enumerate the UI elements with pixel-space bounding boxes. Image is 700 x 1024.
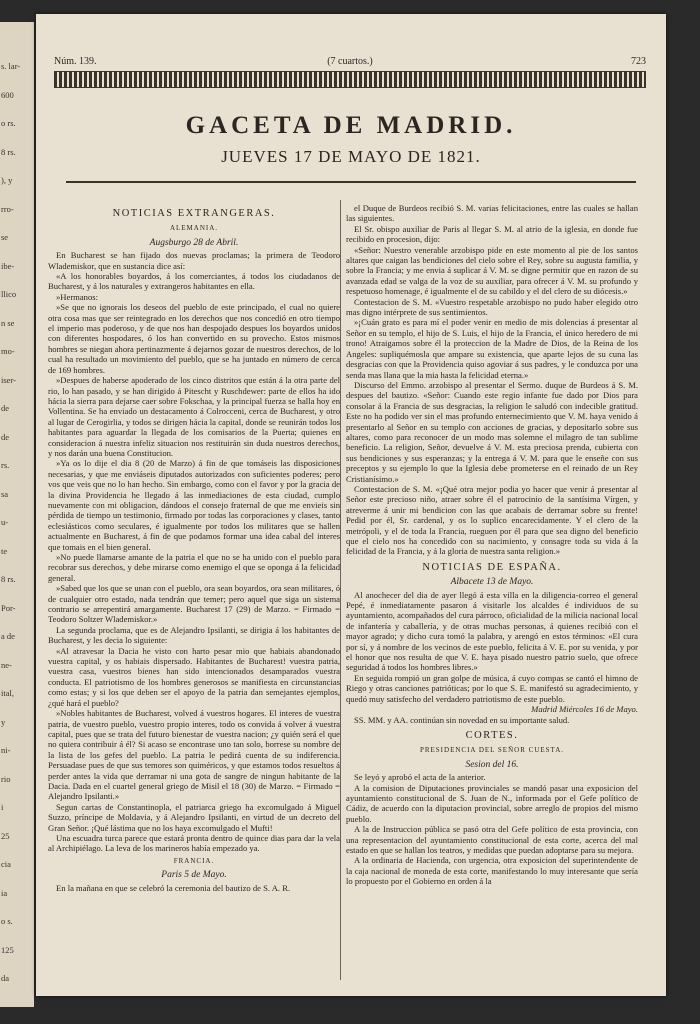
left-page-text-fragment: se — [1, 232, 9, 242]
section-title-foreign: NOTICIAS EXTRANGERAS. — [112, 208, 276, 219]
article-paragraph: A la de Instruccion pública se pasó otra del Gefe político de esta provincia, con una representacion del ayuntamiento constitucional de esta corte, acerca del mal estado en que se hallan los teatros, y medidas que puedan adoptarse para su mejora. — [346, 824, 638, 855]
left-page-text-fragment: ), y — [1, 175, 13, 185]
article-paragraph: La segunda proclama, que es de Alejandro Ipsilanti, se dirigia á los habitantes de Bucharest, y les decia lo siguiente: — [48, 624, 340, 646]
ornamental-border — [54, 71, 646, 88]
newspaper-page — [36, 14, 666, 996]
left-page-text-fragment: da — [1, 973, 10, 983]
article-paragraph: El Sr. obispo auxiliar de Paris al llegar S. M. al atrio de la iglesia, en donde fue recibido en procesion, dijo: — [346, 223, 638, 245]
subsection-france: FRANCIA. — [173, 856, 215, 865]
left-page-fragment — [0, 22, 34, 1007]
left-page-text-fragment: 8 rs. — [1, 574, 16, 584]
left-page-text-fragment: ia — [1, 887, 8, 898]
article-paragraph: »Ya os lo dije el dia 8 (20 de Marzo) á fin de que tomáseis las disposiciones necesarias, y que me enviáseis diputados autorizados con suficientes poderes; pero vos que veis que no lo han hecho. Sin embargo, como con el favor y por la gracia de la divina Providencia he llegado á las inmediaciones de esta ciudad, cumplo nuevamente con mi obligacion, dándoos el consejo fraternal de que me envieis sin pérdida de tiempo un testimonio, firmado por todas las corporaciones y clases, tanto eclesiásticos como seculares, é igualmente por todos los militares que se hallen actualmente en Bucharest, á fin de que podamos formar una idea cabal del interes que tomais en el bien general. — [48, 458, 340, 552]
left-page-text-fragment: ibe- — [1, 260, 15, 271]
section-title-spain: NOTICIAS DE ESPAÑA. — [422, 561, 562, 573]
column-divider — [340, 200, 341, 980]
issue-number: Núm. 139. — [54, 56, 97, 67]
article-paragraph: Al anochecer del dia de ayer llegó á esta villa en la diligencia-correo el general Pepé, é inmediatamente pasaron á visitarle los alcaldes é individuos de su ayuntamiento, acompañados del cura párroco, oficialidad de la milicia nacional local de infantería y caballería, y de otras muchas personas, á quienes recibió con el mayor agrado; y dicho cura tomó la palabra, y arengó en estos términos: «El cura por sí, y á nombre de los vecinos de este pueblo, felicita á V. E. por su venida, y por el honor que nos resulta de que V. E. haya pisado nuestro patrio suelo, que ofrece seguridad á todos los hombres libres.» — [346, 589, 638, 673]
article-paragraph: »¡Cuán grato es para mí el poder venir en medio de mis dolencias á presentar al Señor en su templo, el hijo de S. Luis, el hijo de la Francia, el único heredero de mi trono! Atraigamos sobre él la proteccion de la Madre de Dios, de la Reina de los Angeles: supliquémosla que ampare su existencia, que aparte lejos de su cuna las desgracias con que la Providencia quiso agoviar á sus padres, y le conduzca por una senda mas llana que la mia hasta la felicidad eterna.» — [346, 317, 638, 380]
dateline-paris: Paris 5 de Mayo. — [161, 870, 227, 881]
left-page-text-fragment: ne- — [1, 659, 12, 670]
left-page-text-fragment: cia — [1, 859, 11, 869]
header-topline — [54, 56, 646, 68]
left-page-text-fragment: a de — [1, 631, 15, 641]
article-paragraph: En la mañana en que se celebró la ceremonia del bautizo de S. A. R. — [56, 882, 291, 893]
article-paragraph: »Hermanos: — [56, 291, 99, 302]
left-page-text-fragment: ni- — [1, 745, 11, 755]
left-page-text-fragment: 25 — [1, 830, 10, 841]
left-page-text-fragment: y — [1, 716, 6, 727]
masthead-date: JUEVES 17 DE MAYO DE 1821. — [221, 147, 481, 166]
left-page-text-fragment: rs. — [1, 460, 10, 470]
left-page-text-fragment: de — [1, 403, 10, 413]
article-paragraph: Una escuadra turca parece que estará pronta dentro de quince dias para dar la vela al Archipiélago. La leva de los marineros había empezado ya. — [48, 832, 340, 854]
right-paragraphs-top — [346, 203, 638, 557]
left-page-text-fragment: te — [1, 545, 8, 556]
right-paragraphs-cortes — [346, 772, 638, 886]
left-paragraphs — [48, 250, 340, 854]
article-paragraph: Contestacion de S. M. «Vuestro respetable arzobispo no pudo haber elegido otro mas digno intérprete de sus sentimientos. — [346, 296, 638, 318]
left-page-text-fragment: o rs. — [1, 118, 16, 128]
left-page-text-fragment: Por- — [1, 602, 16, 613]
left-page-text-fragment: sa — [1, 488, 9, 499]
left-page-text-fragment: de — [1, 431, 10, 442]
article-paragraph: En seguida rompió un gran golpe de música, á cuyo compas se cantó el himno de Riego y otras canciones patrióticas; por lo que S. E. manifestó su agradecimiento, y quedó muy satisfecho del verdadero patriotismo de este pueblo. — [346, 672, 638, 704]
left-page-text-fragment: rro- — [1, 203, 14, 214]
article-paragraph: »Sabed que los que se unan con el pueblo, ora sean boyardos, ora sean militares, ó de cualquier otro estado, nada tendrán que temer; pero aquel que siga un sistema contrario se arrepentirá amargamente. Bucharest 17 (29) de Marzo. = Firmado = Teodoro Soltzer Wlademiskor.» — [48, 583, 340, 625]
dateline-albacete: Albacete 13 de Mayo. — [450, 577, 534, 588]
dateline-augsburgo: Augsburgo 28 de Abril. — [149, 237, 239, 248]
left-page-text-fragment: i — [1, 802, 4, 812]
cortes-presidency: PRESIDENCIA DEL SEÑOR CUESTA. — [419, 746, 565, 755]
masthead-rule — [66, 181, 636, 183]
cortes-title: CORTES. — [465, 729, 519, 741]
left-page-text-fragment: mo- — [1, 346, 15, 356]
article-paragraph: »Se que no ignorais los deseos del pueblo de este principado, el cual no quiere otra cosa mas que ser reintegrado en los derechos que nos concedió en otro tiempo el imperio mas poderoso, y de que nos han despojado despues los boyardos unidos con diferentes hospodares, ó los han convertido en su provecho. Estos mismos hombres se niegan ahora pertinazmente á dejarnos gozar de nuestros derechos, de lo cual ha resultado un movimiento del pueblo, que se ha juntado en número de cerca de 169 hombres. — [48, 302, 340, 375]
article-paragraph: Discurso del Emmo. arzobispo al presentar el Sermo. duque de Burdeos á S. M. despues del bautizo. «Señor: Cuando este regio infante fue dado por Dios para consolar á la Francia de sus desgracias, la religion le saludó con indecible gratitud. Este no ha podido ver sin el mas profundo enternecimiento que V. M. haya venido á presentarlo al Señor en su templo con acciones de gracias, y depositarlo sobre sus altares, como para reconocer de un modo mas solemne el milagro de tan sublime beneficio. La religion, Señor, devuelve á V. M. esta preciosa prenda, cubierta con sus bendiciones y sus esperanzas; y la entrega á V. M. para que le enseñe con sus preceptos y su ejemplo lo que la Iglesia debe prometerse en el reinado de un Rey Cristianísimo.» — [346, 379, 638, 484]
right-column — [346, 203, 638, 887]
article-paragraph: Contestacion de S. M. «¡Qué otra mejor podia yo hacer que venir á presentar al Señor este precioso niño, atraer sobre él el patrocinio de la santísima Vírgen, y atreverme á unir mi bendicion con las que acabais de derramar sobre su frente! Pedid por él, Sr. cardenal, y os lo suplico encarecidamente. Y el clero de la metrópoli, y el de toda la Francia, rueguen por él para que sea digno del beneficio que el cielo nos ha concedido con su nacimiento, y consagre toda su vida á la felicidad de la Francia, y á la gloria de nuestra santa religion.» — [346, 483, 638, 557]
article-paragraph: «Al atravesar la Dacia he visto con harto pesar mio que habiais abandonado vuestra capital, y os habiais dispersado. Habitantes de Bucharest! vuestra patria, vuestra casa, vuestros bienes han sido intencionados desamparados vuestra conducta. El patriotismo de los hombres generosos se manifiesta en circunstancias como estas; y si los que deben ser el apoyo de la patria dan semejantes ejemplos, ¿qué hará el pueblo? — [48, 645, 340, 708]
left-page-text-fragment: llico — [1, 289, 17, 299]
left-page-text-fragment: o s. — [1, 916, 13, 926]
left-page-text-fragment: n se — [1, 317, 15, 328]
article-paragraph: »No puede llamarse amante de la patria el que no se ha unido con el pueblo para recobrar sus derechos, y debe mirarse como enemigo el que se oponga á la felicidad general. — [48, 552, 340, 583]
article-paragraph: Segun cartas de Constantinopla, el patriarca griego ha excomulgado á Miguel Suzzo, príncipe de Moldavia, y á Alejandro Ipsilanti, en virtud de un decreto del Gran Señor. ¡Qué lástima que no los haya excomulgado el Mufti! — [48, 801, 340, 833]
right-paragraphs-spain — [346, 590, 638, 704]
subsection-germany: ALEMANIA. — [169, 224, 219, 233]
article-paragraph: »Nobles habitantes de Bucharest, volved á vuestros hogares. El interes de vuestra patria, de vuestro pueblo, vuestro propio interes, todo os convida á volver á vuestra capital, pues que se trata del futuro bienestar de vuestra nacion; ¿y quién será el que no quiera contribuir á él? Si acaso se encontrase uno tan solo, borrese su nombre de la lista de los gefes del pueblo. La patria le pedirá cuenta de su indiferencia. Persuadase pues de que sus temores son quiméricos, y que estamos todos resueltos á perder antes la vida que derramar ni una gota de sangre de ningun habitante de la Dacia. Dada en el cuartel general griego de Misil el 18 (30) de Marzo. = Firmado = Alejandro Ipsilanti.» — [48, 708, 340, 802]
session-title: Sesion del 16. — [465, 759, 519, 770]
article-paragraph: Se leyó y aprobó el acta de la anterior. — [354, 772, 486, 783]
masthead-title: GACETA DE MADRID. — [185, 112, 517, 139]
left-page-text-fragment: ital, — [1, 688, 14, 698]
article-paragraph: A la ordinaria de Hacienda, con urgencia, otra exposicion del superintendente de la caja nacional de moneda de esta corte, manifestando lo muy interesante que sería lo propuesto por el Gobierno en orden á la — [346, 855, 638, 887]
article-paragraph: «A los honorables boyardos, á los comerciantes, á todos los ciudadanos de Bucharest, y á los naturales y extrangeros habitantes en ella. — [48, 271, 340, 292]
left-page-text-fragment: 125 — [1, 944, 14, 955]
article-paragraph: «Señor: Nuestro venerable arzobispo pide en este momento al pie de los santos altares que caigan las bendiciones del cielo sobre el Rey, sobre su augusta familia, y sobre la Francia; y me envia á suplicar á V. M. se digne permitir que en razon de su avanzada edad se valga de la voz de su auxiliar, para ofrecer á V. M. su profundo y respetuoso homenage, é igualmente el de su cabildo y el del clero de su diócesis.» — [346, 244, 638, 297]
issue-price: (7 cuartos.) — [327, 56, 373, 67]
left-page-text-fragment: 8 rs. — [1, 146, 16, 157]
madrid-text: SS. MM. y AA. continúan sin novedad en su importante salud. — [354, 714, 570, 725]
left-page-text-fragment: u- — [1, 517, 9, 527]
left-column — [48, 203, 340, 893]
left-page-text-fragment: iser- — [1, 374, 16, 385]
article-paragraph: el Duque de Burdeos recibió S. M. varias felicitaciones, entre las cuales se hallan las siguientes. — [346, 203, 638, 224]
left-page-text-fragment: s. lar- — [1, 61, 21, 71]
article-paragraph: »Despues de haberse apoderado de los cinco distritos que están á la otra parte del rio, lo han pasado, y se han dirigido á Pitescht y Ruschdewer: parte de ellos ha ido hácia la sierra para dejarse caer sobre Fokschaa, y la principal fuerza se halla hoy en Vollentina. Se ha enviado un destacamento á Colrocceni, cerca de Bucharest, y otro al lugar de Cerogirlia, y todos se dirigen hácia la capital, donde se reunirán todos los habitantes para aguardar la llegada de los comisarios de la Puerta; quienes en consideracion á nuestra infeliz situacion nos restituirán sin duda nuestros derechos, y nos darán una buena Constitucion. — [48, 375, 340, 458]
left-page-text-fragment: rio — [1, 773, 11, 784]
article-paragraph: En Bucharest se han fijado dos nuevas proclamas; la primera de Teodoro Wlademiskor, que en sustancia dice así: — [48, 250, 340, 271]
page-number: 723 — [631, 56, 646, 67]
article-paragraph: A la comision de Diputaciones provinciales se mandó pasar una exposicion del ayuntamiento constitucional de S. Juan de N., informada por el Gefe político de Cádiz, de acuerdo con la diputacion provincial, sobre arreglo de propios del mismo pueblo. — [346, 782, 638, 824]
left-page-text-fragment: 600 — [1, 89, 14, 100]
dateline-madrid: Madrid Miércoles 16 de Mayo. — [531, 704, 638, 715]
